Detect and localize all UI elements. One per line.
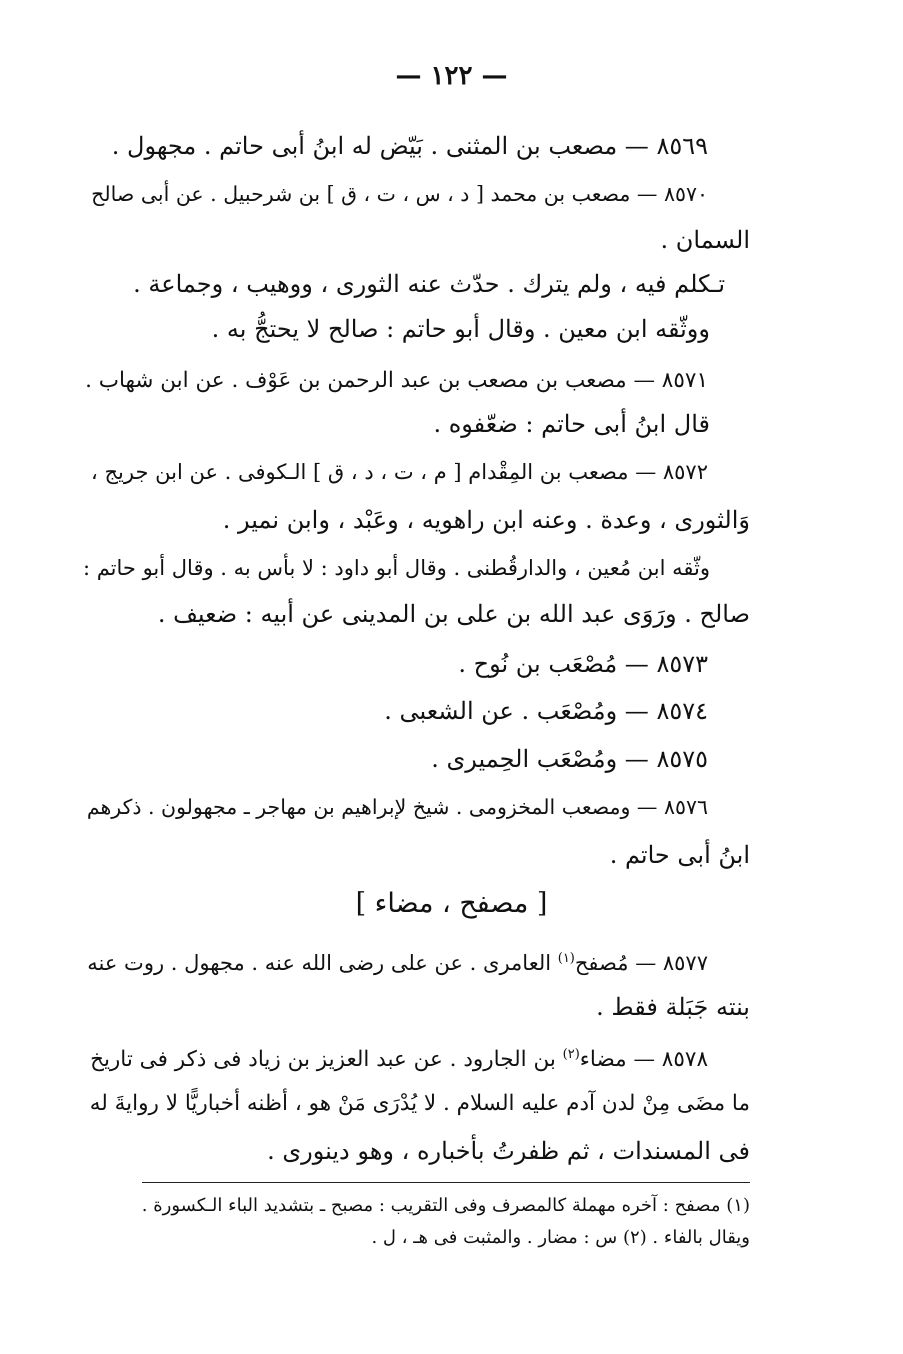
entry-8578-text-rest: بن الجارود . عن عبد العزيز بن زياد فى ذكر فى تاريخ bbox=[90, 1047, 563, 1073]
entry-8573: ٨٥٧٣ — مُصْعَب بن نُوح . bbox=[458, 650, 708, 678]
entry-8578-text: ٨٥٧٨ — مضاء bbox=[579, 1047, 708, 1073]
footnote-separator bbox=[142, 1182, 750, 1183]
entry-8570-continued: السمان . bbox=[660, 226, 750, 254]
entry-8577 bbox=[87, 941, 708, 981]
entry-8570-note-2: ووثّقه ابن معين . وقال أبو حاتم : صالح لا يحتجُّ به . bbox=[211, 315, 710, 343]
entry-8578 bbox=[90, 1037, 708, 1078]
entry-8578-continued-2: فى المسندات ، ثم ظفرتُ بأخباره ، وهو دينورى . bbox=[267, 1137, 750, 1165]
entry-8577-text: ٨٥٧٧ — مُصفح bbox=[574, 951, 708, 975]
entry-8572: ٨٥٧٢ — مصعب بن المِقْدام [ م ، ت ، د ، ق ] الـكوفى . عن ابن جريج ، bbox=[91, 460, 708, 484]
page-number-header: — ١٢٢ — bbox=[395, 61, 508, 91]
footnote-line-2: ويقال بالفاء . (٢) س : مضار . والمثبت فى هـ ، ل . bbox=[371, 1227, 750, 1248]
entry-8572-continued: وَالثورى ، وعدة . وعنه ابن راهويه ، وعَبْد ، وابن نمير . bbox=[222, 506, 750, 534]
section-heading: [ مصفح ، مضاء ] bbox=[355, 888, 548, 919]
entry-8577-continued: بنته جَبَلة فقط . bbox=[596, 993, 750, 1021]
entry-8578-continued-1: ما مضَى مِنْ لدن آدم عليه السلام . لا يُدْرَى مَنْ هو ، أظنه أخباريًّا لا روايةَ له bbox=[89, 1091, 750, 1116]
entry-8569: ٨٥٦٩ — مصعب بن المثنى . بَيّض له ابنُ أبى حاتم . مجهول . bbox=[111, 132, 708, 160]
entry-8570: ٨٥٧٠ — مصعب بن محمد [ د ، س ، ت ، ق ] بن شرحبيل . عن أبى صالح bbox=[91, 182, 708, 206]
footnote-marker-2: (٢) bbox=[562, 1047, 580, 1062]
footnote-marker-1: (١) bbox=[557, 951, 575, 966]
entry-8575: ٨٥٧٥ — ومُصْعَب الحِميرى . bbox=[431, 745, 708, 773]
entry-8571-note: قال ابنُ أبى حاتم : ضعّفوه . bbox=[433, 410, 710, 438]
entry-8576: ٨٥٧٦ — ومصعب المخزومى . شيخ لإبراهيم بن مهاجر ـ مجهولون . ذكرهم bbox=[86, 795, 708, 819]
entry-8576-continued: ابنُ أبى حاتم . bbox=[609, 841, 750, 869]
entry-8570-note-1: تـكلم فيه ، ولم يترك . حدّث عنه الثورى ، ووهيب ، وجماعة . bbox=[133, 270, 725, 298]
entry-8574: ٨٥٧٤ — ومُصْعَب . عن الشعبى . bbox=[384, 697, 708, 725]
entry-8577-text-rest: العامرى . عن على رضى الله عنه . مجهول . روت عنه bbox=[87, 951, 558, 975]
entry-8572-note-2: صالح . ورَوَى عبد الله بن على بن المدينى عن أبيه : ضعيف . bbox=[157, 600, 750, 628]
entry-8571: ٨٥٧١ — مصعب بن مصعب بن عبد الرحمن بن عَوْف . عن ابن شهاب . bbox=[85, 368, 708, 393]
footnote-line-1: (١) مصفح : آخره مهملة كالمصرف وفى التقريب : مصبح ـ بتشديد الباء الـكسورة . bbox=[141, 1195, 750, 1216]
entry-8572-note-1: وثّقه ابن مُعين ، والدارقُطنى . وقال أبو داود : لا بأس به . وقال أبو حاتم : bbox=[82, 556, 710, 580]
